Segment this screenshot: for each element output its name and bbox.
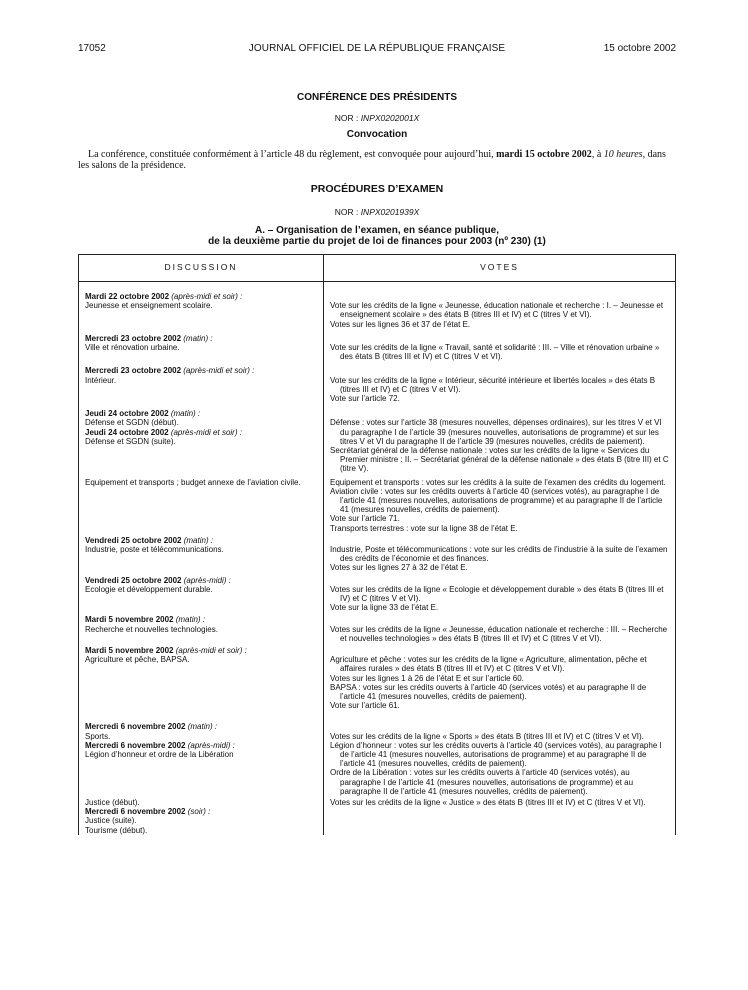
- vote-item: Votes sur les crédits de la ligne « Justice » des états B (titres III et IV) et C (titres V et VI).: [330, 798, 646, 808]
- discussion-cell: [79, 474, 324, 533]
- vote-item: Transports terrestres : vote sur la ligne 38 de l’état E.: [330, 523, 518, 533]
- session-date: Jeudi 24 octobre 2002 (après-midi et soir) :: [85, 427, 242, 437]
- session-date: Mercredi 6 novembre 2002 (matin) :: [85, 722, 218, 732]
- vote-item: Agriculture et pêche : votes sur les crédits de la ligne « Agriculture, alimentation, pêche et affaires rurales » des états B (titres III et IV) et C (titres V et VI).: [330, 655, 647, 674]
- table-row: [79, 329, 676, 362]
- session-time: (matin) :: [185, 722, 218, 732]
- vote-item: Vote sur l’article 71.: [330, 514, 400, 524]
- vote-item: Vote sur les crédits de la ligne « Jeunesse, éducation nationale et recherche : I. – Jeunesse et enseignement scolaire » des états B (titres III et IV) et C (titres V et VI).: [330, 301, 664, 320]
- discussion-topic: Tourisme (début).: [85, 825, 148, 835]
- session-date: Vendredi 25 octobre 2002 (après-midi) :: [85, 575, 231, 585]
- discussion-cell: [79, 710, 324, 796]
- vote-item: Vote sur l’article 72.: [330, 393, 400, 403]
- vote-item: Equipement et transports : votes sur les crédits à la suite de l’examen des crédits du logement.: [330, 477, 666, 487]
- column-header-discussion: DISCUSSION: [79, 255, 324, 282]
- votes-cell: [324, 474, 676, 533]
- vote-item: Vote sur les crédits de la ligne « Intérieur, sécurité intérieure et libertés locales » des états B (titres III et IV) et C (titres V et VI).: [330, 375, 656, 394]
- votes-cell: [324, 710, 676, 796]
- discussion-cell: [79, 282, 324, 329]
- vote-item: Vote sur les crédits de la ligne « Travail, santé et solidarité : III. – Ville et rénovation urbaine » des états B (titres III et IV) et C (titres V et VI).: [330, 342, 660, 362]
- discussion-cell: [79, 533, 324, 573]
- discussion-topic: Agriculture et pêche, BAPSA.: [85, 655, 190, 665]
- table-row: [79, 403, 676, 473]
- session-date: Mercredi 6 novembre 2002 (soir) :: [85, 807, 211, 817]
- page-number: 17052: [78, 43, 106, 54]
- session-date: Vendredi 25 octobre 2002 (matin) :: [85, 535, 214, 545]
- page-header: [78, 43, 676, 57]
- table-row: [79, 282, 676, 329]
- session-date: Mardi 5 novembre 2002 (matin) :: [85, 615, 206, 625]
- discussion-topic: Industrie, poste et télécommunications.: [85, 545, 224, 555]
- table-row: [79, 361, 676, 403]
- vote-item: Aviation civile : votes sur les crédits ouverts à l’article 40 (services votés), au paragraphe I de l’article 41 (mesures nouvelles, autorisations de programme) et au paragraphe II de l’article 41 (mesures nouvelles, crédits de paiement).: [330, 486, 663, 515]
- session-date: Mercredi 23 octobre 2002 (matin) :: [85, 333, 213, 343]
- votes-cell: [324, 612, 676, 643]
- schedule-table: [78, 254, 676, 835]
- session-time: (soir) :: [185, 807, 211, 817]
- discussion-cell: [79, 329, 324, 362]
- table-row: [79, 612, 676, 643]
- discussion-topic: Jeunesse et enseignement scolaire.: [85, 301, 213, 311]
- votes-cell: [324, 282, 676, 329]
- column-header-votes: VOTES: [324, 255, 676, 282]
- vote-item: Industrie, Poste et télécommunications : vote sur les crédits de l’industrie à la suite de l’examen des crédits de l’économie et des finances.: [330, 545, 668, 564]
- session-date: Mardi 22 octobre 2002 (après-midi et soir) :: [85, 292, 243, 301]
- session-date: Mardi 5 novembre 2002 (après-midi et soir) :: [85, 646, 247, 655]
- discussion-cell: [79, 643, 324, 710]
- vote-item: Défense : votes sur l’article 38 (mesures nouvelles, dépenses ordinaires), sur les titres V et VI du paragraphe I de l’article 39 (mesures nouvelles, autorisations de programme) et sur les titres V et VI du paragraphe II de l’article 39 (mesures nouvelles, crédits de paiement).: [330, 418, 662, 446]
- discussion-topic: Défense et SGDN (suite).: [85, 436, 176, 446]
- vote-item: Légion d’honneur : votes sur les crédits ouverts à l’article 40 (services votés), au paragraphe I de l’article 41 (mesures nouvelles, autorisations de programme) et au paragraphe II de l’article 41 (mesures nouvelles, crédits de paiement).: [330, 740, 662, 769]
- session-time: (matin) :: [181, 333, 213, 343]
- discussion-topic: Ecologie et développement durable.: [85, 584, 213, 594]
- vote-item: Votes sur les crédits de la ligne « Ecologie et développement durable » des états B (titres III et IV) et C (titres V et VI).: [330, 584, 664, 603]
- session-date: Mercredi 6 novembre 2002 (après-midi) :: [85, 740, 235, 750]
- votes-cell: [324, 573, 676, 613]
- discussion-cell: [79, 361, 324, 403]
- vote-item: Votes sur les lignes 36 et 37 de l’état E.: [330, 319, 471, 329]
- table-row: [79, 710, 676, 796]
- discussion-topic: Sports.: [85, 731, 111, 741]
- convocation-text: La conférence, constituée conformément à l’article 48 du règlement, est convoquée pour aujourd’hui, mardi 15 octobre 2002, à 10 heures, dans les salons de la présidence.: [78, 149, 666, 171]
- discussion-topic: Recherche et nouvelles technologies.: [85, 624, 218, 634]
- votes-cell: [324, 361, 676, 403]
- discussion-topic: Défense et SGDN (début).: [85, 418, 179, 428]
- procedures-subtitle: A. – Organisation de l’examen, en séance publique, de la deuxième partie du projet de loi de finances pour 2003 (nº 230) (1): [208, 225, 546, 247]
- session-date: Mercredi 23 octobre 2002 (après-midi et soir) :: [85, 366, 255, 376]
- vote-item: Votes sur les lignes 27 à 32 de l’état E.: [330, 563, 468, 573]
- procedures-nor: NOR : INPX0201939X: [334, 207, 420, 217]
- session-time: (après-midi et soir) :: [173, 646, 247, 655]
- vote-item: Votes sur les crédits de la ligne « Jeunesse, éducation nationale et recherche : III. – Recherche et nouvelles technologies » des états B (titres III et IV) et C (titres V et VI).: [330, 624, 668, 643]
- vote-item: Ordre de la Libération : votes sur les crédits ouverts à l’article 40 (services votés), au paragraphe I de l’article 41 (mesures nouvelles, autorisations de programme) et au paragraphe II de l’article 41 (mesures nouvelles, crédits de paiement).: [330, 768, 634, 796]
- discussion-topic: Justice (suite).: [85, 816, 137, 826]
- vote-item: Vote sur la ligne 33 de l’état E.: [330, 603, 439, 613]
- discussion-cell: [79, 573, 324, 613]
- votes-cell: [324, 403, 676, 473]
- vote-item: Secrétariat général de la défense nationale : votes sur les crédits de la ligne « Services du Premier ministre : II. – Secrétariat général de la défense nationale » des états B (titre III) et C (titre V).: [330, 445, 669, 474]
- session-time: (après-midi) :: [185, 740, 235, 750]
- discussion-topic: Equipement et transports ; budget annexe de l’aviation civile.: [85, 477, 301, 487]
- session-time: (matin) :: [173, 615, 206, 625]
- discussion-cell: [79, 403, 324, 473]
- procedures-title: PROCÉDURES D’EXAMEN: [310, 183, 444, 195]
- session-date: Jeudi 24 octobre 2002 (matin) :: [85, 409, 201, 419]
- vote-item: Votes sur les crédits de la ligne « Sports » des états B (titres III et IV) et C (titres V et VI).: [330, 731, 644, 741]
- session-time: (matin) :: [168, 409, 201, 419]
- session-time: (après-midi et soir) :: [168, 427, 242, 437]
- session-time: (après-midi et soir) :: [169, 292, 243, 301]
- discussion-topic: Légion d’honneur et ordre de la Libération: [85, 750, 234, 760]
- votes-cell: [324, 329, 676, 362]
- conference-nor: NOR : INPX0202001X: [334, 113, 420, 123]
- table-row: [79, 474, 676, 533]
- conference-title: CONFÉRENCE DES PRÉSIDENTS: [296, 92, 458, 103]
- discussion-topic: Intérieur.: [85, 375, 117, 385]
- session-time: (après-midi) :: [181, 575, 231, 585]
- discussion-topic: Ville et rénovation urbaine.: [85, 343, 180, 352]
- votes-cell: [324, 796, 676, 835]
- vote-item: BAPSA : votes sur les crédits ouverts à l’article 40 (services votés) et au paragraphe II de l’article 41 (mesures nouvelles, crédits de paiement).: [330, 682, 647, 701]
- table-row: [79, 573, 676, 613]
- table-row: [79, 796, 676, 835]
- discussion-cell: [79, 796, 324, 835]
- votes-cell: [324, 533, 676, 573]
- vote-item: Vote sur l’article 61.: [330, 701, 400, 711]
- session-time: (matin) :: [181, 535, 214, 545]
- issue-date: 15 octobre 2002: [603, 43, 676, 54]
- session-time: (après-midi et soir) :: [181, 366, 255, 376]
- vote-item: Votes sur les lignes 1 à 26 de l’état E et sur l’article 60.: [330, 673, 524, 683]
- table-row: [79, 533, 676, 573]
- convocation-heading: Convocation: [346, 129, 408, 140]
- discussion-topic: Justice (début).: [85, 798, 140, 808]
- table-row: [79, 643, 676, 710]
- discussion-cell: [79, 612, 324, 643]
- journal-title: JOURNAL OFFICIEL DE LA RÉPUBLIQUE FRANÇAISE: [248, 43, 506, 54]
- votes-cell: [324, 643, 676, 710]
